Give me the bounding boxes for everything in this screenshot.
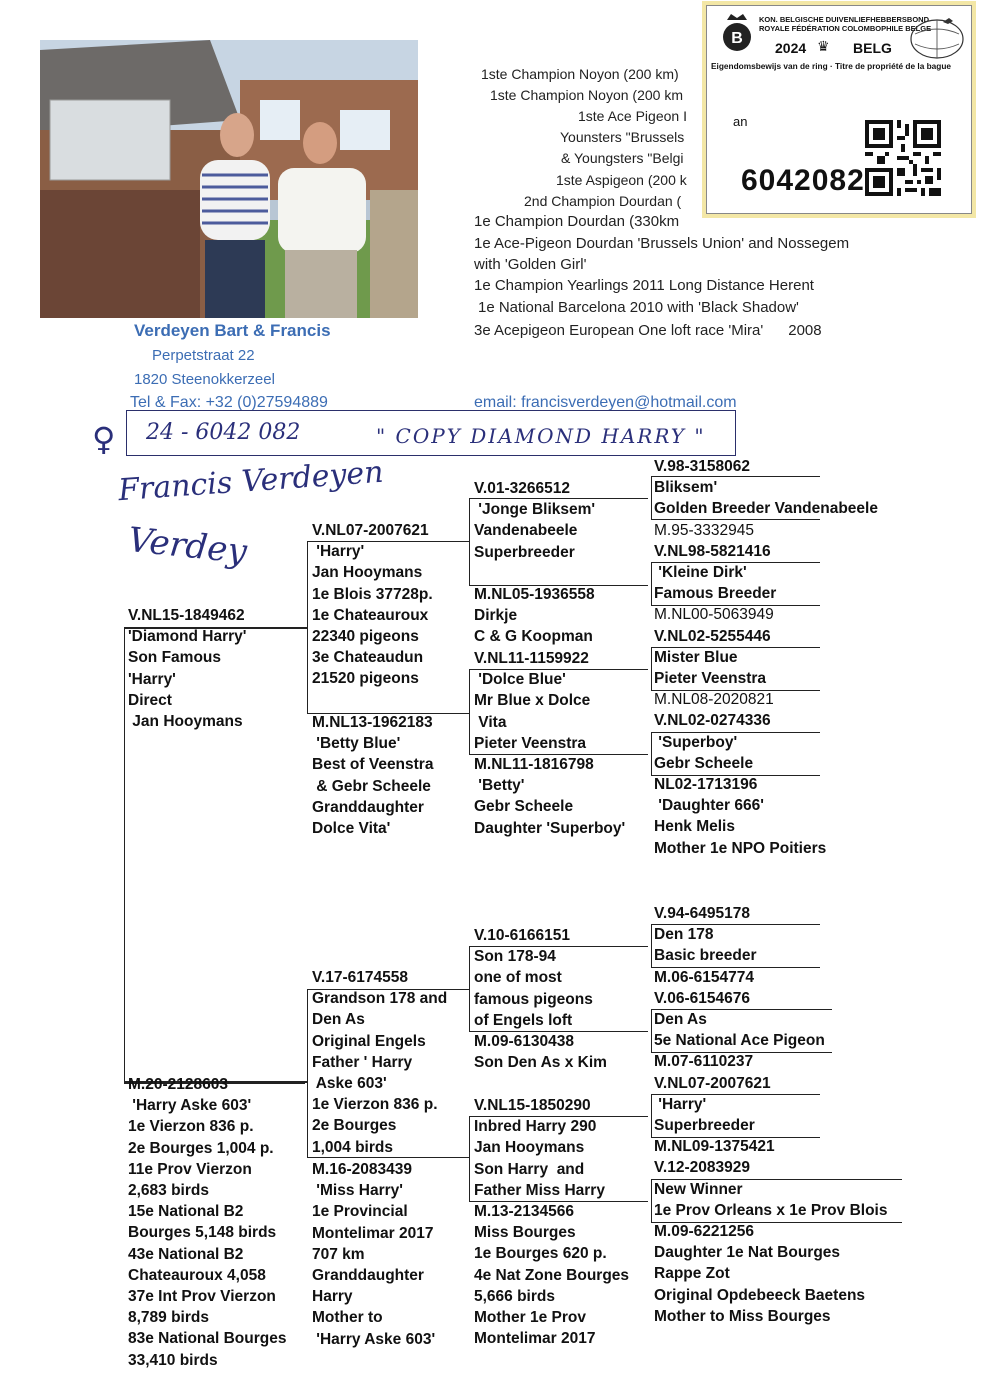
signature-short: Verdey	[126, 519, 249, 573]
achievement: 1e Ace-Pigeon Dourdan 'Brussels Union' and Nossegem	[474, 235, 850, 252]
achievement: 1ste Ace Pigeon I	[578, 108, 687, 124]
pedigree-d-ss: V.10-6166151 Son 178-94 one of most famous pigeons of Engels loft	[474, 927, 593, 1029]
pedigree-sire: V.NL07-2007621 'Harry' Jan Hooymans 1e Blois 37728p. 1e Chateauroux 22340 pigeons 3e Chateaudun 21520 pigeons	[312, 522, 433, 688]
pedigree-s-sd: M.NL05-1936558 Dirkje C & G Koopman	[474, 586, 595, 646]
pedigree-dam: M.20-2128603 'Harry Aske 603' 1e Vierzon 836 p. 2e Bourges 1,004 p. 11e Prov Vierzon 2,683 birds 15e National B2 Bourges 5,148 birds 43e National B2 Chateauroux 4,058 37e Int Prov Vierzon 8,789 birds 83e National Bourges 33,410 birds	[128, 1076, 287, 1369]
stamp-org-fr: ROYALE FÉDÉRATION COLOMBOPHILE BELGE	[759, 24, 932, 33]
stamp-org-nl: KON. BELGISCHE DUIVENLIEFHEBBERSBOND	[759, 15, 930, 24]
female-symbol: ♀	[92, 420, 116, 458]
pedigree-d-dd: M.13-2134566 Miss Bourges 1e Bourges 620 p. 4e Nat Zone Bourges 5,666 birds Mother 1e Prov Montelimar 2017	[474, 1203, 630, 1348]
owner-email: email: francisverdeyen@hotmail.com	[474, 394, 737, 411]
achievement: 1e Champion Yearlings 2011 Long Distance Herent	[474, 277, 814, 294]
pedigree-col4-bottom: V.94-6495178 Den 178 Basic breeder M.06-6154774 V.06-6154676 Den As 5e National Ace Pigeon M.07-6110237 V.NL07-2007621 'Harry' Superbreeder M.NL09-1375421 V.12-2083929 New Winner 1e Prov Orleans x 1e Prov Blois M.09-6221256 Daughter 1e Nat Bourges Rappe Zot Original Opdebeeck Baetens Mother to Miss Bourges	[654, 905, 888, 1325]
pedigree-col4-top: V.98-3158062 Bliksem' Golden Breeder Vandenabeele M.95-3332945 V.NL98-5821416 'Kleine Dirk' Famous Breeder M.NL00-5063949 V.NL02-5255446 Mister Blue Pieter Veenstra M.NL08-2020821 V.NL02-0274336 'Superboy' Gebr Scheele NL02-1713196 'Daughter 666' Henk Melis Mother 1e NPO Poitiers	[654, 458, 878, 857]
globe-emblem-icon	[909, 14, 965, 60]
achievement: 2nd Champion Dourdan (	[524, 193, 682, 209]
owner-name: Verdeyen Bart & Francis	[134, 321, 331, 340]
achievement: & Youngsters "Belgi	[561, 150, 684, 166]
stamp-partial-text: an	[733, 114, 748, 129]
owner-phone: Tel & Fax: +32 (0)27594889	[130, 394, 328, 411]
achievement: 1e Champion Dourdan (330km	[474, 213, 680, 230]
handwritten-copy-name: " COPY DIAMOND HARRY "	[376, 424, 706, 448]
achievement: 1ste Aspigeon (200 k	[556, 172, 687, 188]
achievement: with 'Golden Girl'	[474, 256, 587, 273]
stamp-year: 2024	[775, 40, 807, 56]
achievement: 1ste Champion Noyon (200 km)	[481, 66, 679, 82]
ring-certificate	[706, 5, 972, 214]
pedigree-s-s: V.01-3266512 'Jonge Bliksem' Vandenabeele Superbreeder	[474, 480, 596, 561]
pedigree-subject: V.NL15-1849462 'Diamond Harry' Son Famous 'Harry' Direct Jan Hooymans	[128, 607, 247, 731]
qr-code-icon	[865, 120, 941, 196]
svg-text:B: B	[731, 30, 743, 47]
achievement: 1ste Champion Noyon (200 km	[490, 87, 683, 103]
pedigree-dam-dam: M.16-2083439 'Miss Harry' 1e Provincial Montelimar 2017 707 km Granddaughter Harry Mother to 'Harry Aske 603'	[312, 1161, 436, 1348]
owner-street: Perpetstraat 22	[152, 347, 255, 364]
stamp-ring-number: 6042082	[741, 164, 865, 197]
pedigree-d-sd: M.09-6130438 Son Den As x Kim	[474, 1033, 607, 1072]
signature-full: Francis Verdeyen	[117, 454, 385, 509]
pedigree-sire-dam: M.NL13-1962183 'Betty Blue' Best of Veenstra & Gebr Scheele Granddaughter Dolce Vita'	[312, 714, 434, 838]
pedigree-s-dd: M.NL11-1816798 'Betty' Gebr Scheele Daughter 'Superboy'	[474, 756, 626, 837]
handwritten-ring: 24 - 6042 082	[146, 420, 301, 445]
achievement: Younsters "Brussels	[560, 129, 685, 145]
owners-photo	[40, 40, 418, 318]
stamp-country: BELG	[853, 40, 892, 56]
pedigree-s-d: V.NL11-1159922 'Dolce Blue' Mr Blue x Dolce Vita Pieter Veenstra	[474, 650, 591, 752]
crown-icon: ♛	[817, 38, 830, 54]
federation-logo-icon	[721, 12, 753, 54]
pedigree-dam-sire: V.17-6174558 Grandson 178 and Den As Original Engels Father ' Harry Aske 603' 1e Vierzon 836 p. 2e Bourges 1,004 birds	[312, 969, 448, 1156]
owner-city: 1820 Steenokkerzeel	[134, 371, 275, 388]
pedigree-d-ds: V.NL15-1850290 Inbred Harry 290 Jan Hooymans Son Harry and Father Miss Harry	[474, 1097, 605, 1199]
achievement: 3e Acepigeon European One loft race 'Mira' 2008	[474, 322, 822, 339]
stamp-caption: Eigendomsbewijs van de ring · Titre de propriété de la bague	[711, 61, 952, 71]
achievement: 1e National Barcelona 2010 with 'Black Shadow'	[478, 299, 799, 316]
